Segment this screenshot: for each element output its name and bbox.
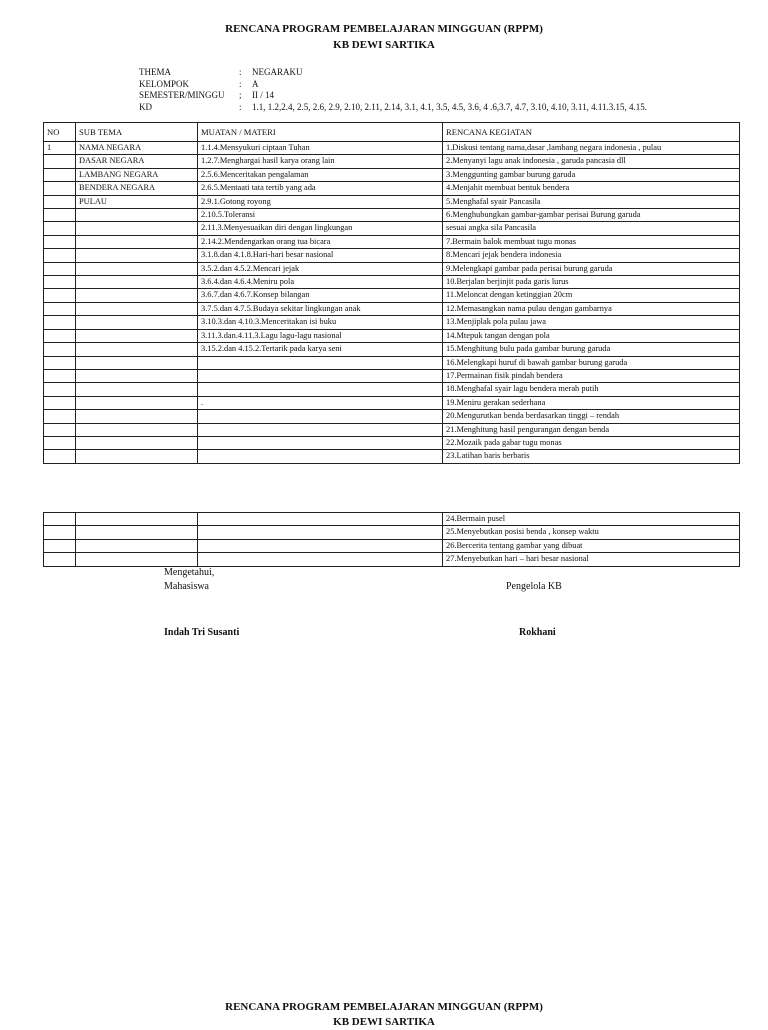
cell-rencana-kegiatan: 21.Menghitung hasil pengurangan dengan benda: [443, 423, 740, 436]
cell-rencana-kegiatan: 12.Memasangkan nama pulau dengan gambarnya: [443, 302, 740, 315]
cell-sub-tema: [76, 209, 198, 222]
signature-left: [164, 566, 214, 594]
cell-muatan-materi: 3.7.5.dan 4.7.5.Budaya sekitar lingkungan anak: [198, 302, 443, 315]
table-row: [44, 302, 740, 315]
cell-sub-tema: [76, 356, 198, 369]
cell-sub-tema: [76, 369, 198, 382]
cell-rencana-kegiatan: 10.Berjalan berjinjit pada garis lurus: [443, 276, 740, 289]
acknowledged-label: Mengetahui,: [164, 567, 215, 578]
cell-sub-tema: [76, 249, 198, 262]
table-row: [44, 249, 740, 262]
table-row: [44, 168, 740, 181]
cell-rencana-kegiatan: 16.Melengkapi huruf di bawah gambar burung garuda: [443, 356, 740, 369]
cell-no: [44, 235, 76, 248]
cell-rencana-kegiatan: 19.Meniru gerakan sederhana: [443, 396, 740, 409]
cell-no: [44, 526, 76, 539]
cell-sub-tema: [76, 450, 198, 463]
cell-rencana-kegiatan: 26.Bercerita tentang gambar yang dibuat: [443, 539, 740, 552]
info-row: [139, 79, 647, 91]
cell-sub-tema: [76, 235, 198, 248]
table-row: [44, 222, 740, 235]
cell-muatan-materi: [198, 436, 443, 449]
table-row: [44, 195, 740, 208]
cell-muatan-materi: [198, 553, 443, 566]
cell-no: [44, 450, 76, 463]
table-body: [44, 142, 740, 464]
cell-muatan-materi: 3.6.7.dan 4.6.7.Konsep bilangan: [198, 289, 443, 302]
cell-muatan-materi: 3.1.8.dan 4.1.8.Hari-hari besar nasional: [198, 249, 443, 262]
cell-muatan-materi: [198, 383, 443, 396]
info-value: NEGARAKU: [252, 67, 303, 77]
cell-no: [44, 369, 76, 382]
cell-sub-tema: [76, 553, 198, 566]
school-name: KB DEWI SARTIKA: [333, 39, 435, 51]
cell-no: [44, 195, 76, 208]
header-muatan-materi: MUATAN / MATERI: [198, 123, 443, 142]
info-block: [139, 67, 647, 113]
cell-no: 1: [44, 142, 76, 155]
cell-sub-tema: [76, 539, 198, 552]
cell-rencana-kegiatan: 25.Menyebutkan posisi benda , konsep waktu: [443, 526, 740, 539]
table-row: [44, 539, 740, 552]
cell-no: [44, 410, 76, 423]
cell-sub-tema: [76, 396, 198, 409]
cell-no: [44, 302, 76, 315]
cell-muatan-materi: [198, 513, 443, 526]
cell-sub-tema: LAMBANG NEGARA: [76, 168, 198, 181]
cell-no: [44, 436, 76, 449]
rppm-table-continuation: [43, 512, 740, 567]
cell-muatan-materi: [198, 539, 443, 552]
info-colon: :: [239, 67, 242, 77]
cell-no: [44, 396, 76, 409]
cell-rencana-kegiatan: sesuai angka sila Pancasila: [443, 222, 740, 235]
cell-sub-tema: [76, 513, 198, 526]
info-value: A: [252, 78, 259, 89]
table-body: [44, 513, 740, 567]
cell-no: [44, 168, 76, 181]
cell-muatan-materi: [198, 526, 443, 539]
info-key: KELOMPOK: [139, 78, 190, 89]
header-no: NO: [44, 123, 76, 142]
cell-rencana-kegiatan: 14.Mtepuk tangan dengan pola: [443, 329, 740, 342]
cell-no: [44, 249, 76, 262]
table-row: [44, 369, 740, 382]
cell-no: [44, 182, 76, 195]
cell-rencana-kegiatan: 9.Melengkapi gambar pada perisai burung garuda: [443, 262, 740, 275]
cell-rencana-kegiatan: 8.Mencari jejak bendera indonesia: [443, 249, 740, 262]
table-row: [44, 142, 740, 155]
cell-sub-tema: BENDERA NEGARA: [76, 182, 198, 195]
cell-rencana-kegiatan: 23.Latihan baris berbaris: [443, 450, 740, 463]
cell-rencana-kegiatan: 15.Menghitung bulu pada gambar burung garuda: [443, 343, 740, 356]
rppm-table: [43, 122, 740, 464]
table-row: [44, 450, 740, 463]
cell-muatan-materi: 2.6.5.Mentaati tata tertib yang ada: [198, 182, 443, 195]
table-row: [44, 410, 740, 423]
cell-sub-tema: DASAR NEGARA: [76, 155, 198, 168]
table-row: [44, 356, 740, 369]
manager-name: Rokhani: [519, 627, 556, 638]
cell-muatan-materi: 2.5.6.Menceritakan pengalaman: [198, 168, 443, 181]
cell-rencana-kegiatan: 11.Meloncat dengan ketinggian 20cm: [443, 289, 740, 302]
cell-sub-tema: [76, 343, 198, 356]
info-key: SEMESTER/MINGGU: [139, 90, 225, 100]
cell-rencana-kegiatan: 22.Mozaik pada gabar tugu monas: [443, 436, 740, 449]
cell-muatan-materi: 3.15.2.dan 4.15.2.Tertarik pada karya seni: [198, 343, 443, 356]
cell-rencana-kegiatan: 13.Menjiplak pola pulau jawa: [443, 316, 740, 329]
cell-sub-tema: [76, 436, 198, 449]
cell-sub-tema: [76, 410, 198, 423]
info-value: II / 14: [252, 90, 274, 100]
cell-rencana-kegiatan: 20.Mengurutkan benda berdasarkan tinggi – rendah: [443, 410, 740, 423]
cell-no: [44, 553, 76, 566]
cell-no: [44, 356, 76, 369]
cell-rencana-kegiatan: 24.Bermain pusel: [443, 513, 740, 526]
cell-no: [44, 329, 76, 342]
next-page-school-name: KB DEWI SARTIKA: [333, 1016, 435, 1028]
cell-sub-tema: [76, 222, 198, 235]
table-header-row: [44, 123, 740, 142]
table-row: [44, 182, 740, 195]
cell-no: [44, 276, 76, 289]
cell-muatan-materi: 3.11.3.dan.4.11.3.Lagu lagu-lagu nasional: [198, 329, 443, 342]
student-label: Mahasiswa: [164, 581, 209, 592]
cell-muatan-materi: 2.10.5.Toleransi: [198, 209, 443, 222]
table-row: [44, 396, 740, 409]
table-row: [44, 343, 740, 356]
table-row: [44, 289, 740, 302]
cell-sub-tema: [76, 262, 198, 275]
cell-no: [44, 262, 76, 275]
info-row: [139, 67, 647, 79]
table-row: [44, 262, 740, 275]
cell-no: [44, 513, 76, 526]
next-page-title: RENCANA PROGRAM PEMBELAJARAN MINGGUAN (RPPM): [225, 1001, 543, 1013]
cell-no: [44, 423, 76, 436]
header-rencana-kegiatan: RENCANA KEGIATAN: [443, 123, 740, 142]
cell-sub-tema: [76, 329, 198, 342]
cell-no: [44, 289, 76, 302]
cell-no: [44, 539, 76, 552]
cell-muatan-materi: [198, 356, 443, 369]
cell-rencana-kegiatan: 7.Bermain balok membuat tugu monas: [443, 235, 740, 248]
info-key: KD: [139, 101, 152, 112]
cell-no: [44, 343, 76, 356]
cell-rencana-kegiatan: 2.Menyanyi lagu anak indonesia , garuda pancasia dll: [443, 155, 740, 168]
cell-sub-tema: [76, 302, 198, 315]
cell-no: [44, 316, 76, 329]
cell-no: [44, 155, 76, 168]
table-row: [44, 235, 740, 248]
cell-muatan-materi: [198, 369, 443, 382]
table-row: [44, 513, 740, 526]
table-row: [44, 209, 740, 222]
cell-sub-tema: [76, 423, 198, 436]
table-row: [44, 155, 740, 168]
info-key: THEMA: [139, 67, 171, 77]
table-row: [44, 526, 740, 539]
header-sub-tema: SUB TEMA: [76, 123, 198, 142]
cell-muatan-materi: 2.14.2.Mendengarkan orang tua bicara: [198, 235, 443, 248]
cell-sub-tema: PULAU: [76, 195, 198, 208]
cell-rencana-kegiatan: 17.Permainan fisik pindah bendera: [443, 369, 740, 382]
cell-sub-tema: [76, 526, 198, 539]
student-name: Indah Tri Susanti: [164, 627, 240, 638]
cell-sub-tema: NAMA NEGARA: [76, 142, 198, 155]
cell-rencana-kegiatan: 3.Menggunting gambar burung garuda: [443, 168, 740, 181]
cell-muatan-materi: [198, 450, 443, 463]
cell-muatan-materi: .: [198, 396, 443, 409]
table-row: [44, 436, 740, 449]
table-row: [44, 423, 740, 436]
cell-muatan-materi: 3.6.4.dan 4.6.4.Meniru pola: [198, 276, 443, 289]
cell-muatan-materi: 3.10.3.dan 4.10.3.Menceritakan isi buku: [198, 316, 443, 329]
table-row: [44, 553, 740, 566]
cell-muatan-materi: 1.1.4.Mensyukuri ciptaan Tuhan: [198, 142, 443, 155]
cell-sub-tema: [76, 276, 198, 289]
info-colon: :: [239, 78, 242, 89]
info-row: [139, 102, 647, 114]
cell-muatan-materi: [198, 410, 443, 423]
table-row: [44, 316, 740, 329]
cell-rencana-kegiatan: 5.Menghafal syair Pancasila: [443, 195, 740, 208]
cell-sub-tema: [76, 383, 198, 396]
cell-muatan-materi: 1.2.7.Menghargai hasil karya orang lain: [198, 155, 443, 168]
cell-no: [44, 209, 76, 222]
table-row: [44, 383, 740, 396]
cell-muatan-materi: 3.5.2.dan 4.5.2.Mencari jejak: [198, 262, 443, 275]
cell-rencana-kegiatan: 1.Diskusi tentang nama,dasar ,lambang negara indonesia , pulau: [443, 142, 740, 155]
table-row: [44, 329, 740, 342]
document-title: RENCANA PROGRAM PEMBELAJARAN MINGGUAN (RPPM): [225, 23, 543, 35]
info-colon: :: [239, 101, 242, 112]
manager-label: Pengelola KB: [506, 581, 562, 592]
info-row: [139, 90, 647, 102]
info-value: 1.1, 1.2,2.4, 2.5, 2.6, 2.9, 2.10, 2.11, 2.14, 3.1, 4.1, 3.5, 4.5, 3.6, 4 .6,3.7, 4.7, 3.10, 4.10, 3.11, 4.11.3.15, 4.15.: [252, 101, 647, 112]
cell-rencana-kegiatan: 4.Menjahit membuat bentuk bendera: [443, 182, 740, 195]
cell-sub-tema: [76, 289, 198, 302]
cell-rencana-kegiatan: 18.Menghafal syair lagu bendera merah putih: [443, 383, 740, 396]
cell-rencana-kegiatan: 27.Menyebutkan hari – hari besar nasional: [443, 553, 740, 566]
cell-muatan-materi: [198, 423, 443, 436]
cell-muatan-materi: 2.9.1.Gotong royong: [198, 195, 443, 208]
table-row: [44, 276, 740, 289]
cell-sub-tema: [76, 316, 198, 329]
info-colon: ;: [239, 90, 242, 100]
cell-no: [44, 222, 76, 235]
cell-muatan-materi: 2.11.3.Menyesuaikan diri dengan lingkungan: [198, 222, 443, 235]
cell-rencana-kegiatan: 6.Menghubungkan gambar-gambar perisai Burung garuda: [443, 209, 740, 222]
cell-no: [44, 383, 76, 396]
